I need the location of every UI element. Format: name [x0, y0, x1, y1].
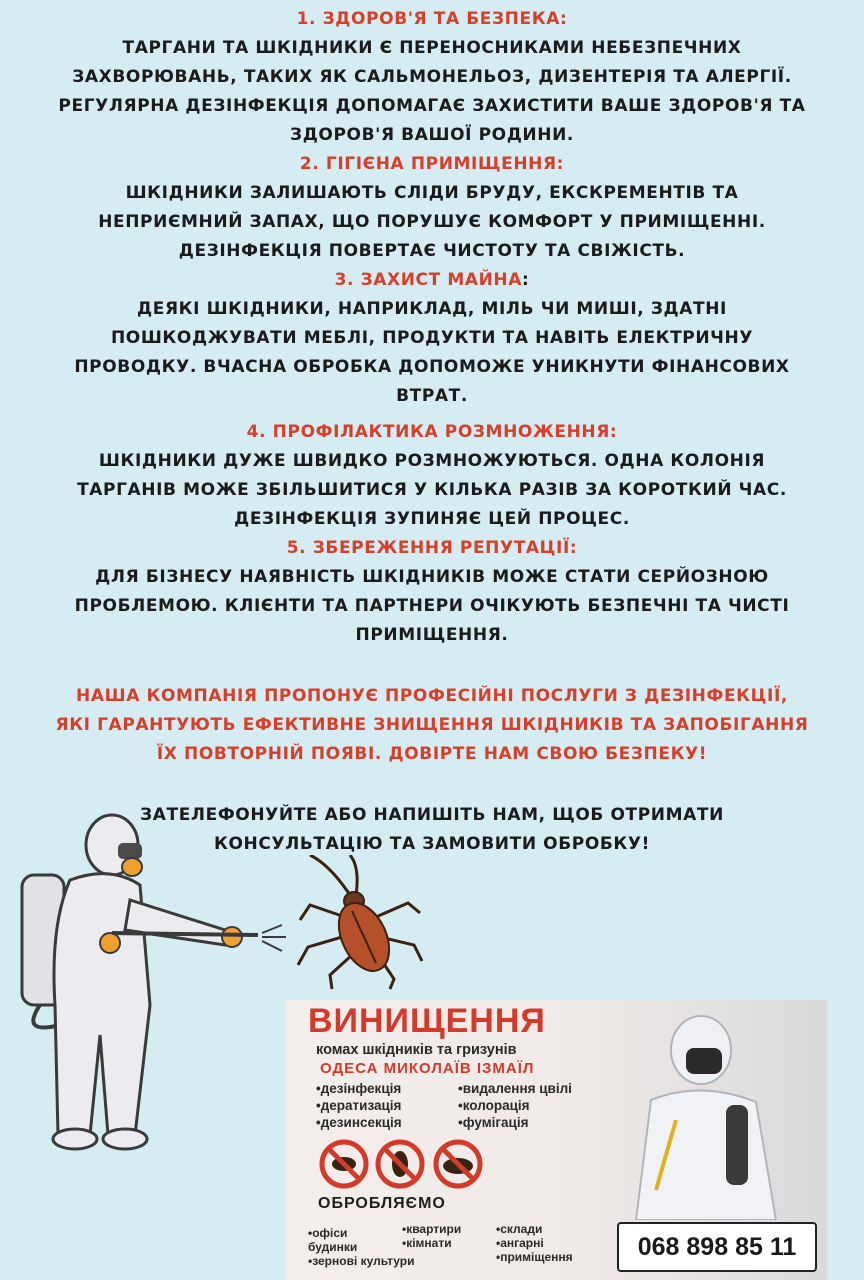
ad-places-col2 — [402, 1222, 461, 1250]
section-4-line: ТАРГАНІВ МОЖЕ ЗБІЛЬШИТИСЯ У КІЛЬКА РАЗІВ ЗА КОРОТКИЙ ЧАС. — [77, 480, 787, 500]
ad-service-item: •видалення цвілі — [458, 1081, 572, 1096]
ad-service-item: •дезинсекція — [316, 1115, 402, 1130]
section-1-line: ТАРГАНИ ТА ШКІДНИКИ Є ПЕРЕНОСНИКАМИ НЕБЕЗПЕЧНИХ — [122, 38, 742, 58]
ad-place-item: •кімнати — [402, 1236, 452, 1250]
offer-line: ЯКІ ГАРАНТУЮТЬ ЕФЕКТИВНЕ ЗНИЩЕННЯ ШКІДНИКІВ ТА ЗАПОБІГАННЯ — [55, 715, 809, 735]
section-1-line: РЕГУЛЯРНА ДЕЗІНФЕКЦІЯ ДОПОМАГАЄ ЗАХИСТИТИ ВАШЕ ЗДОРОВ'Я ТА — [58, 96, 806, 116]
ad-phone-number: 068 898 85 11 — [617, 1222, 817, 1272]
ad-worker-photo — [616, 1010, 816, 1220]
section-1-line: ЗАХВОРЮВАНЬ, ТАКИХ ЯК САЛЬМОНЕЛЬОЗ, ДИЗЕНТЕРІЯ ТА АЛЕРГІЇ. — [72, 67, 792, 87]
offer-line: НАША КОМПАНІЯ ПРОПОНУЄ ПРОФЕСІЙНІ ПОСЛУГИ З ДЕЗІНФЕКЦІЇ, — [76, 686, 788, 706]
cta-line: КОНСУЛЬТАЦІЮ ТА ЗАМОВИТИ ОБРОБКУ! — [214, 834, 650, 854]
ad-headline: ВИНИЩЕННЯ — [308, 1002, 546, 1040]
section-4-line: ДЕЗІНФЕКЦІЯ ЗУПИНЯЄ ЦЕЙ ПРОЦЕС. — [234, 509, 630, 529]
no-pests-icons — [318, 1138, 498, 1190]
section-5-line: ПРОБЛЕМОЮ. КЛІЄНТИ ТА ПАРТНЕРИ ОЧІКУЮТЬ БЕЗПЕЧНІ ТА ЧИСТІ — [74, 596, 790, 616]
section-3-line: ПОШКОДЖУВАТИ МЕБЛІ, ПРОДУКТИ ТА НАВІТЬ ЕЛЕКТРИЧНУ — [110, 328, 754, 348]
offer-line: ЇХ ПОВТОРНІЙ ПОЯВІ. ДОВІРТЕ НАМ СВОЮ БЕЗПЕКУ! — [156, 744, 708, 764]
section-4-line: ШКІДНИКИ ДУЖЕ ШВИДКО РОЗМНОЖУЮТЬСЯ. ОДНА КОЛОНІЯ — [98, 451, 766, 471]
ad-service-item: •колорація — [458, 1098, 530, 1113]
ad-place-item: •ангарні — [496, 1236, 544, 1250]
ad-place-item: будинки — [308, 1240, 358, 1254]
ad-services-right — [458, 1080, 572, 1131]
section-5-line: ПРИМІЩЕННЯ. — [355, 625, 509, 645]
ad-place-item: •склади — [496, 1222, 543, 1236]
section-2-line: ДЕЗІНФЕКЦІЯ ПОВЕРТАЄ ЧИСТОТУ ТА СВІЖІСТЬ. — [178, 241, 686, 261]
section-3-heading — [0, 266, 864, 295]
section-3-heading-text: 3. ЗАХИСТ МАЙНА — [334, 270, 523, 290]
ad-service-item: •дератизація — [316, 1098, 402, 1113]
section-5-heading: 5. ЗБЕРЕЖЕННЯ РЕПУТАЦІЇ: — [286, 538, 578, 558]
ad-places-col1 — [308, 1226, 415, 1268]
section-2-line: НЕПРИЄМНИЙ ЗАПАХ, ЩО ПОРУШУЄ КОМФОРТ У ПРИМІЩЕННІ. — [98, 212, 766, 232]
cockroach-icon — [290, 855, 425, 990]
exterminator-illustration — [0, 805, 300, 1280]
section-2-line: ШКІДНИКИ ЗАЛИШАЮТЬ СЛІДИ БРУДУ, ЕКСКРЕМЕНТІВ ТА — [125, 183, 739, 203]
ad-place-item: •офіси — [308, 1226, 348, 1240]
section-3-line: ДЕЯКІ ШКІДНИКИ, НАПРИКЛАД, МІЛЬ ЧИ МИШІ, ЗДАТНІ — [137, 299, 727, 319]
ad-place-item: •приміщення — [496, 1250, 573, 1264]
section-1-heading: 1. ЗДОРОВ'Я ТА БЕЗПЕКА: — [296, 9, 568, 29]
ad-place-item: •зернові культури — [308, 1254, 415, 1268]
section-4-heading: 4. ПРОФІЛАКТИКА РОЗМНОЖЕННЯ: — [246, 422, 618, 442]
ad-service-item: •фумігація — [458, 1115, 529, 1130]
advertisement-card — [286, 1000, 827, 1280]
ad-services-left — [316, 1080, 402, 1131]
section-3-line: ПРОВОДКУ. ВЧАСНА ОБРОБКА ДОПОМОЖЕ УНИКНУТИ ФІНАНСОВИХ — [74, 357, 790, 377]
cta-line: ЗАТЕЛЕФОНУЙТЕ АБО НАПИШІТЬ НАМ, ЩОБ ОТРИМАТИ — [140, 805, 724, 825]
ad-places-col3 — [496, 1222, 573, 1264]
section-3-heading-colon: : — [522, 270, 530, 290]
ad-place-item: •квартири — [402, 1222, 462, 1236]
section-3-line: ВТРАТ. — [396, 386, 468, 406]
ad-service-item: •дезінфекція — [316, 1081, 402, 1096]
ad-cities: ОДЕСА МИКОЛАЇВ ІЗМАЇЛ — [320, 1060, 535, 1077]
section-5-line: ДЛЯ БІЗНЕСУ НАЯВНІСТЬ ШКІДНИКІВ МОЖЕ СТАТИ СЕРЙОЗНОЮ — [95, 567, 769, 587]
ad-treat-label: ОБРОБЛЯЄМО — [318, 1195, 446, 1212]
section-2-heading: 2. ГІГІЄНА ПРИМІЩЕННЯ: — [299, 154, 565, 174]
section-1-line: ЗДОРОВ'Я ВАШОЇ РОДИНИ. — [290, 125, 574, 145]
ad-subtitle: комах шкідників та гризунів — [316, 1042, 517, 1058]
